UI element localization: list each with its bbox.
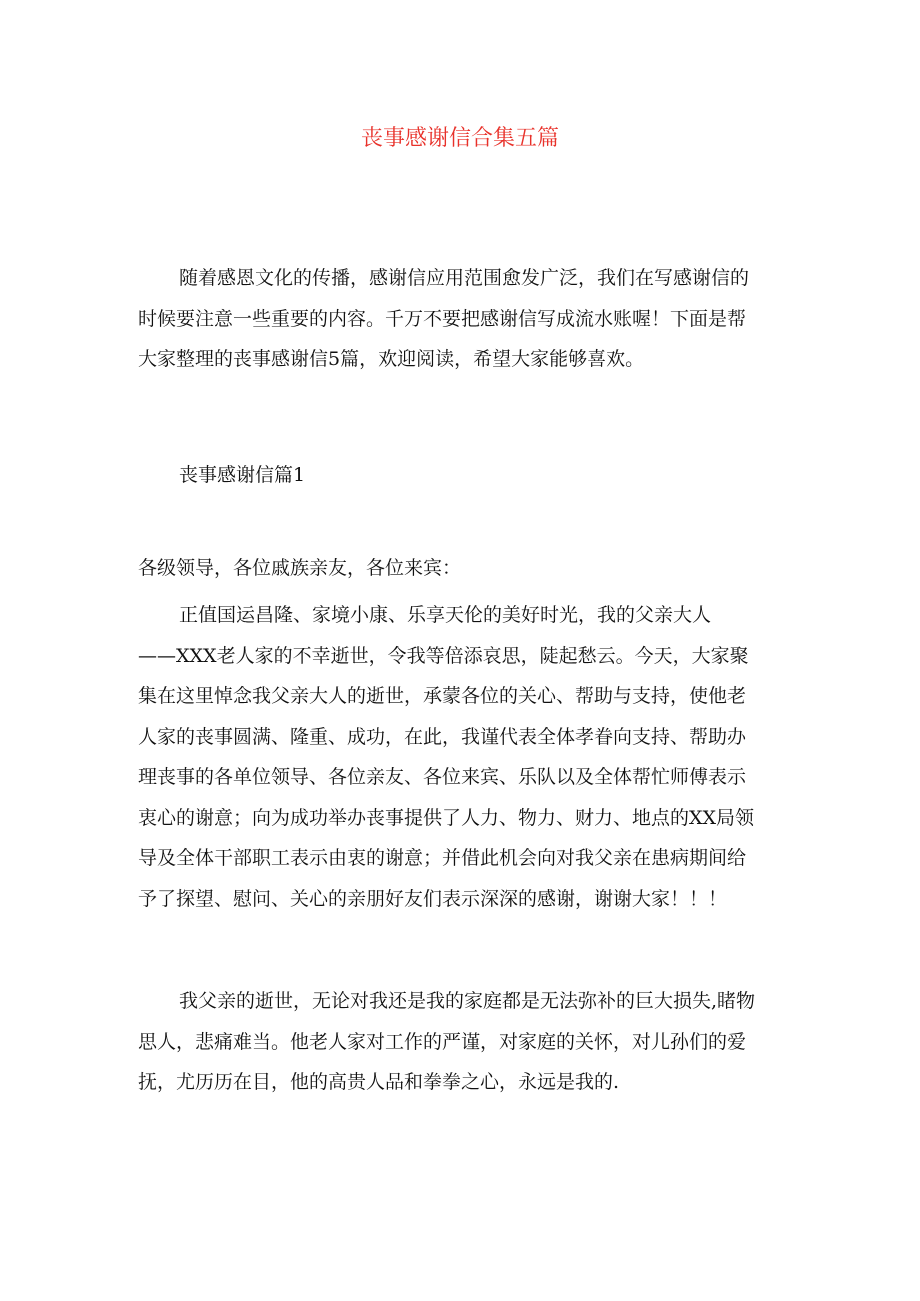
paragraph-line: ——XXX老人家的不幸逝世，令我等倍添哀思，陡起愁云。今天，大家聚 bbox=[138, 644, 749, 667]
paragraph-line: 集在这里悼念我父亲大人的逝世，承蒙各位的关心、帮助与支持，使他老 bbox=[138, 685, 747, 707]
paragraph-line: 衷心的谢意；向为成功举办丧事提供了人力、物力、财力、地点的XX局领 bbox=[138, 806, 755, 829]
section-heading-block bbox=[138, 455, 788, 496]
salutation: 各级领导，各位戚族亲友，各位来宾： bbox=[138, 557, 462, 579]
paragraph-line: 正值国运昌隆、家境小康、乐享天伦的美好时光，我的父亲大人 bbox=[179, 604, 712, 626]
salutation-block bbox=[138, 548, 788, 589]
paragraph-line: 予了探望、慰问、关心的亲朋好友们表示深深的感谢，谢谢大家！！！ bbox=[138, 887, 728, 910]
intro-line: 大家整理的丧事感谢信5篇，欢迎阅读，希望大家能够喜欢。 bbox=[138, 348, 645, 370]
intro-paragraph bbox=[138, 258, 788, 380]
paragraph-line: 理丧事的各单位领导、各位亲友、各位来宾、乐队以及全体帮忙师傅表示 bbox=[138, 766, 747, 788]
intro-line: 时候要注意一些重要的内容。千万不要把感谢信写成流水账喔！下面是帮 bbox=[138, 307, 747, 330]
paragraph-line: 导及全体干部职工表示由衷的谢意；并借此机会向对我父亲在患病期间给 bbox=[138, 847, 747, 869]
intro-line: 随着感恩文化的传播，感谢信应用范围愈发广泛，我们在写感谢信的 bbox=[179, 267, 750, 289]
paragraph-line: 人家的丧事圆满、隆重、成功，在此，我谨代表全体孝眷向支持、帮助办 bbox=[138, 725, 747, 748]
document-title: 丧事感谢信合集五篇 bbox=[360, 126, 559, 151]
section-heading: 丧事感谢信篇1 bbox=[179, 464, 306, 486]
body-paragraph-2 bbox=[138, 981, 788, 1103]
paragraph-line: 思人，悲痛难当。他老人家对工作的严谨，对家庭的关怀，对儿孙们的爱 bbox=[138, 1030, 747, 1053]
paragraph-line: 抚，尤历历在目，他的高贵人品和拳拳之心，永远是我的. bbox=[138, 1071, 620, 1093]
paragraph-line: 我父亲的逝世，无论对我还是我的家庭都是无法弥补的巨大损失,睹物 bbox=[179, 990, 756, 1012]
body-paragraph-1 bbox=[138, 595, 788, 919]
